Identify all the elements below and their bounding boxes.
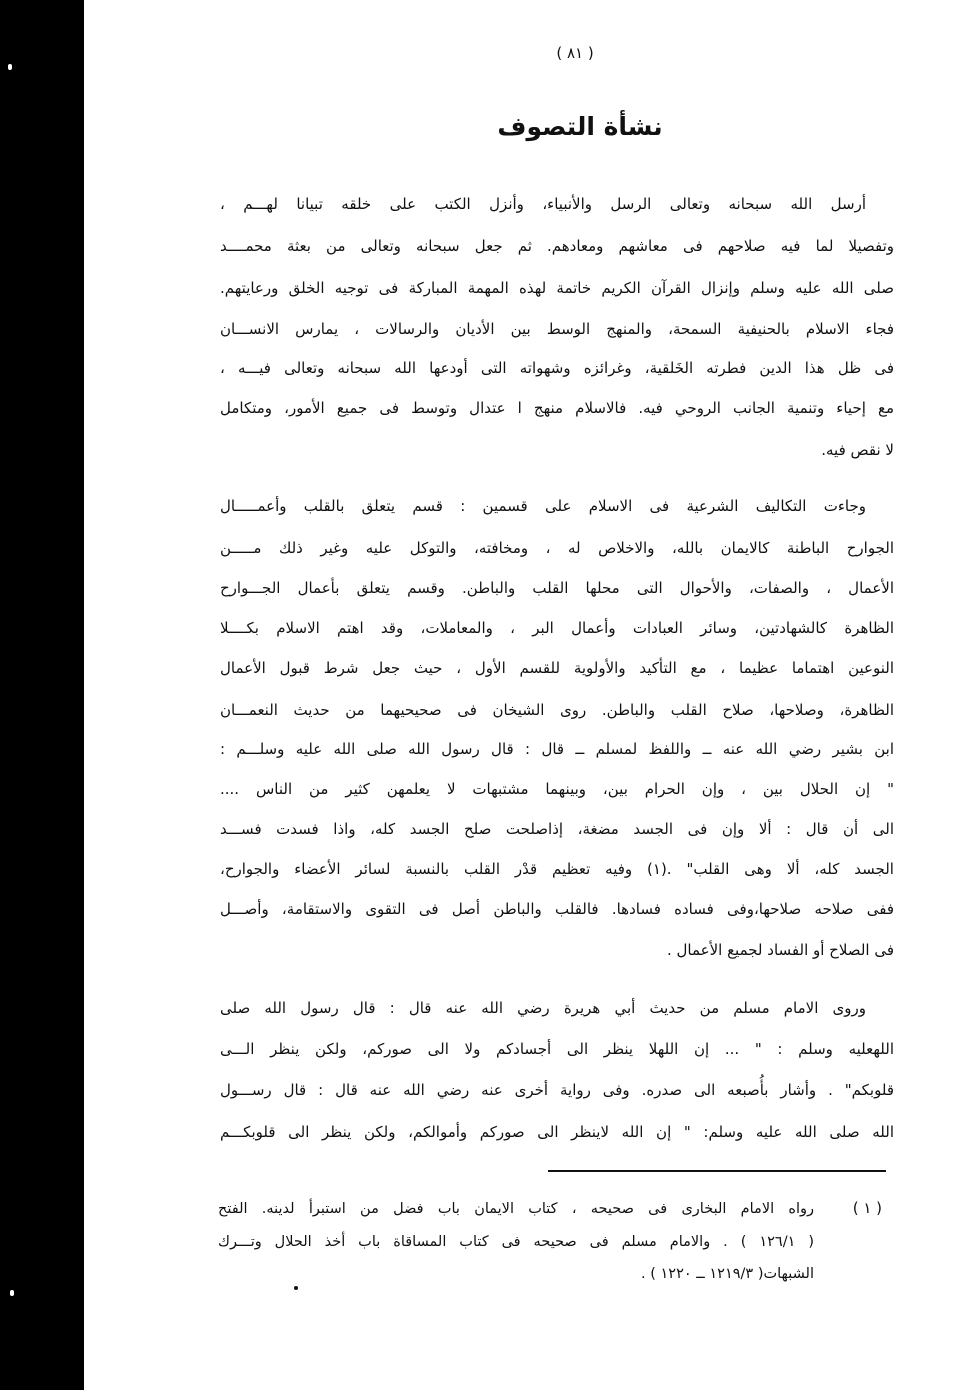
ink-dot (294, 1286, 298, 1290)
scan-edge-bar (0, 0, 84, 1390)
footnote-line: ( ١٢٦/١ ) . والامام مسلم فى صحيحه فى كتاب المساقاة باب أخذ الحلال وتـــرك (218, 1234, 814, 1250)
text-line: وتفصيلا لما فيه صلاحهم فى معاشهم ومعادهم. ثم جعل سبحانه وتعالى من بعثة محمــــد (220, 237, 894, 255)
page-number: ( ٨١ ) (556, 44, 594, 62)
footnote-divider (548, 1170, 886, 1172)
text-line: الظاهرة، وصلاحها، صلاح القلب والباطن. روى الشيخان فى صحيحيهما من حديث النعمـــان (220, 701, 894, 719)
text-line: " إن الحلال بين ، وإن الحرام بين، وبينهما مشتبهات لا يعلمهن كثير من الناس .... (220, 780, 894, 798)
text-line: النوعين اهتماما عظيما ، مع التأكيد والأولوية للقسم الأول ، حيث جعل شرط قبول الأعمال (220, 659, 894, 677)
footnote-line: الشبهات( ١٢١٩/٣ ــ ١٢٢٠ ) . (641, 1266, 814, 1282)
footnote-line: رواه الامام البخارى فى صحيحه ، كتاب الايمان باب فضل من استبرأ لدينه. الفتح (218, 1201, 814, 1217)
text-line: الجوارح الباطنة كالايمان بالله، والاخلاص له ، ومخافته، والتوكل عليه وغير ذلك مـــــن (220, 539, 894, 557)
text-line: الأعمال ، والصفات، والأحوال التى محلها القلب والباطن. وقسم يتعلق بأعمال الجـــوارح (220, 579, 894, 597)
text-line: الله صلى الله عليه وسلم: " إن الله لاينظر الى صوركم وأموالكم، ولكن ينظر الى قلوبكـــم (220, 1123, 894, 1141)
page-title: نشأة التصوف (497, 112, 663, 141)
text-line: وجاءت التكاليف الشرعية فى الاسلام على قسمين : قسم يتعلق بالقلب وأعمـــــال (220, 497, 866, 515)
text-line: لا نقص فيه. (821, 441, 894, 459)
text-line: الظاهرة كالشهادتين، وسائر العبادات وأعمال البر ، والمعاملات، وقد اهتم الاسلام بكــــلا (220, 619, 894, 637)
text-line: فى الصلاح أو الفساد لجميع الأعمال . (666, 941, 894, 959)
text-line: الجسد كله، ألا وهى القلب" .(١) وفيه تعظيم قدْر القلب بالنسبة لسائر الأعضاء والجوارح، (220, 860, 894, 878)
scan-speck (10, 1290, 14, 1296)
scan-speck (8, 64, 12, 70)
text-line: فجاء الاسلام بالحنيفية السمحة، والمنهج الوسط بين الأديان والرسالات ، يمارس الانســـان (220, 320, 894, 338)
text-line: قلوبكم" . وأشار بأُصبعه الى صدره. وفى رواية أخرى عنه رضي الله عنه قال : قال رســـول (220, 1081, 894, 1099)
text-line: ففى صلاحه صلاحها،وفى فساده فسادها. فالقلب والباطن أصل فى التقوى والاستقامة، وأصـــل (220, 900, 894, 918)
text-line: الى أن قال : ألا وإن فى الجسد مضغة، إذاصلحت صلح الجسد كله، واذا فسدت فســـد (220, 820, 894, 838)
footnote-marker: ( ١ ) (852, 1199, 882, 1217)
text-line: صلى الله عليه وسلم وإنزال القرآن الكريم خاتمة لهذه المهمة المباركة فى توجيه الخلق ورعايتهم. (220, 279, 894, 297)
text-line: أرسل الله سبحانه وتعالى الرسل والأنبياء، وأنزل الكتب على خلقه تبيانا لهـــم ، (220, 195, 866, 213)
text-line: مع إحياء وتنمية الجانب الروحي فيه. فالاسلام منهج ا عتدال وتوسط فى جميع الأمور، ومتكامل (220, 399, 894, 417)
text-line: اللهعليه وسلم : " ... إن اللهلا ينظر الى أجسادكم ولا الى صوركم، ولكن ينظر الـــى (220, 1040, 894, 1058)
text-line: فى ظل هذا الدين فطرته الخَلقية، وغرائزه وشهواته التى أودعها الله سبحانه وتعالى فيـــه ، (220, 359, 894, 377)
text-line: ابن بشير رضي الله عنه ــ واللفظ لمسلم ــ قال : قال رسول الله صلى الله عليه وسلـــم : (220, 740, 894, 758)
text-line: وروى الامام مسلم من حديث أبي هريرة رضي الله عنه قال : قال رسول الله صلى (220, 999, 866, 1017)
